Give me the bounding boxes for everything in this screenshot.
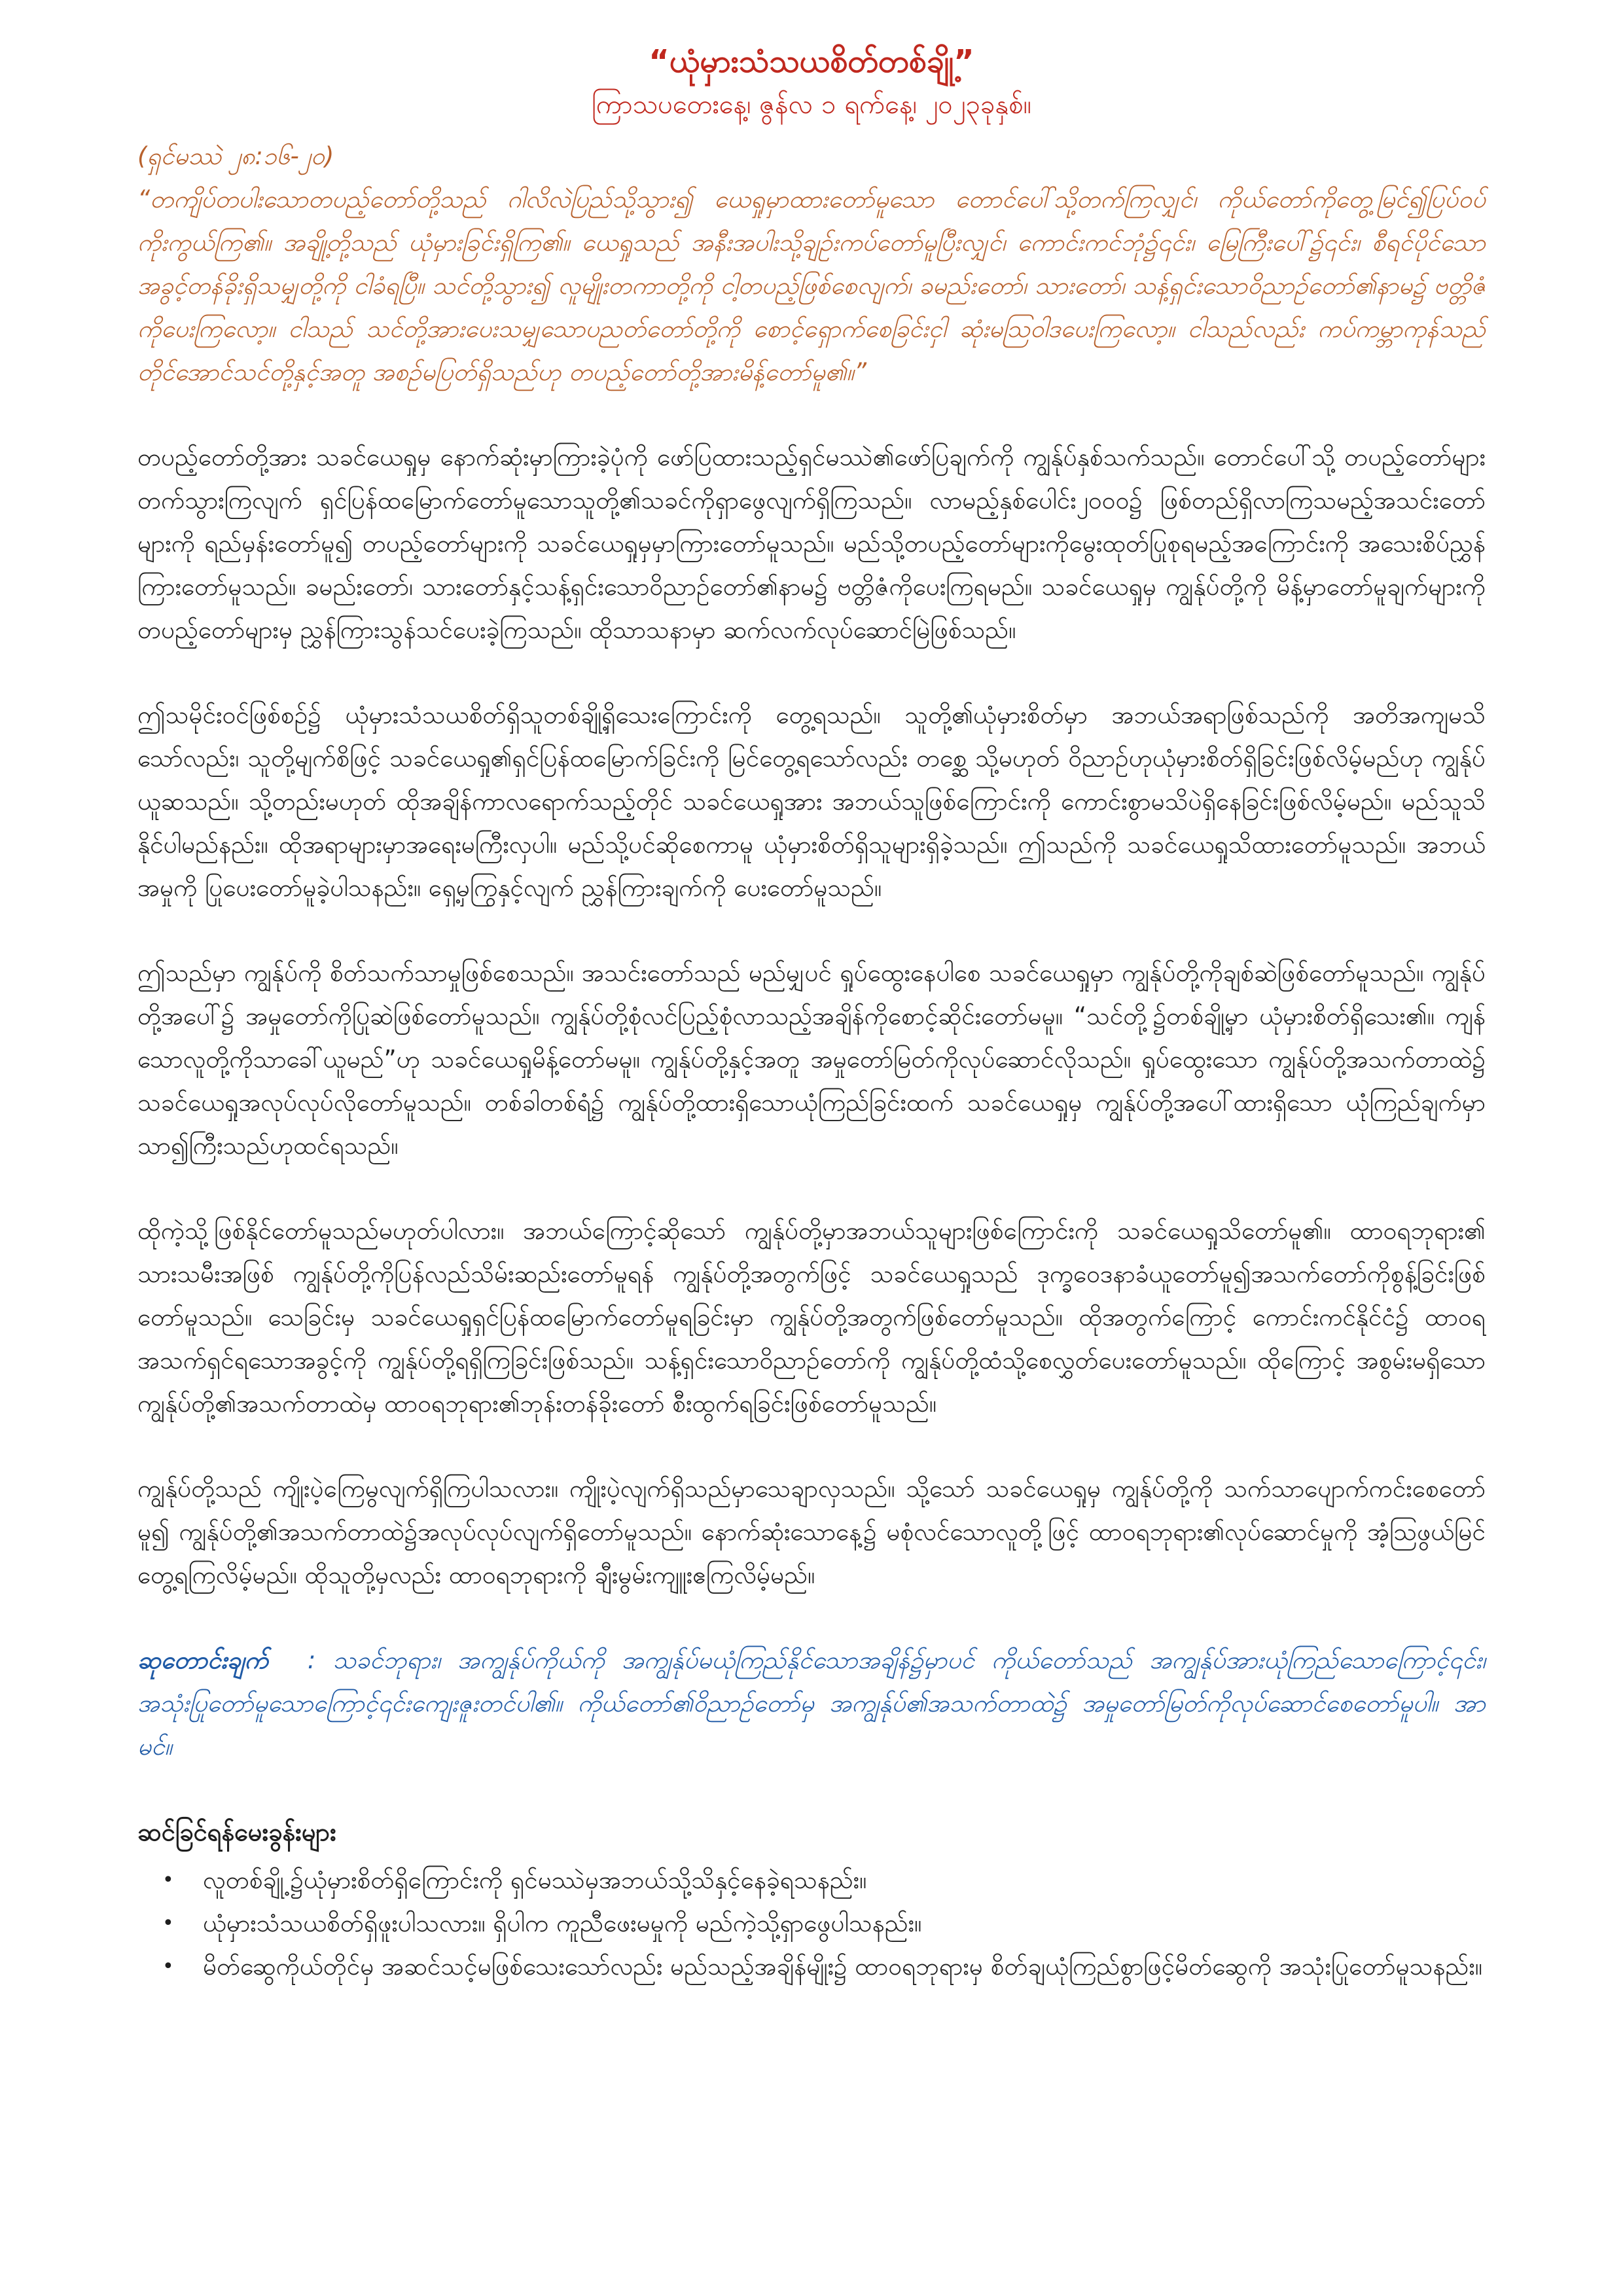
prayer-block	[137, 1639, 1486, 1768]
bullet-icon: •	[162, 1955, 174, 1978]
list-item	[137, 1945, 1486, 1988]
body-paragraph-3: ဤသည်မှာ ကျွန်ုပ်ကို စိတ်သက်သာမှုဖြစ်စေသည်။ အသင်းတော်သည် မည်မျှပင် ရှုပ်ထွေးနေပါစေ သခင်ယေရှုမှာ ကျွန်ုပ်တို့ကိုချစ်ဆဲဖြစ်တော်မူသည်။ ကျွန်ုပ်တို့အပေါ်၌ အမှုတော်ကိုပြုဆဲဖြစ်တော်မူသည်။ ကျွန်ုပ်တို့စုံလင်ပြည့်စုံလာသည့်အချိန်ကိုစောင့်ဆိုင်းတော်မမူ။ “သင်တို့၌တစ်ချို့မှာ ယုံမှားစိတ်ရှိသေး၏။ ကျန်သောလူတို့ကိုသာခေါ်ယူမည်”ဟု သခင်ယေရှုမိန့်တော်မမူ။ ကျွန်ုပ်တို့နှင့်အတူ အမှုတော်မြတ်ကိုလုပ်ဆောင်လိုသည်။ ရှုပ်ထွေးသော ကျွန်ုပ်တို့အသက်တာထဲ၌ သခင်ယေရှုအလုပ်လုပ်လိုတော်မူသည်။ တစ်ခါတစ်ရံ၌ ကျွန်ုပ်တို့ထားရှိသောယုံကြည်ခြင်းထက် သခင်ယေရှုမှ ကျွန်ုပ်တို့အပေါ်ထားရှိသော ယုံကြည်ချက်မှာသာ၍ကြီးသည်ဟုထင်ရသည်။	[137, 959, 1486, 1160]
page-title: “ယုံမှားသံသယစိတ်တစ်ချို့”	[649, 43, 974, 80]
date-line: ကြာသပတေးနေ့၊ ဇွန်လ ၁ ရက်နေ့၊ ၂၀၂၃ခုနှစ်။	[592, 90, 1031, 120]
questions-list	[137, 1859, 1486, 1988]
body-paragraph-5: ကျွန်ုပ်တို့သည် ကျိုးပဲ့ကြေမွလျက်ရှိကြပါသလား။ ကျိုးပဲ့လျက်ရှိသည်မှာသေချာလှသည်။ သို့သော် သခင်ယေရှုမှ ကျွန်ုပ်တို့ကို သက်သာပျောက်ကင်းစေတော်မူ၍ ကျွန်ုပ်တို့၏အသက်တာထဲ၌အလုပ်လုပ်လျက်ရှိတော်မူသည်။ နောက်ဆုံးသောနေ့၌ မစုံလင်သောလူတို့ဖြင့် ထာဝရဘုရား၏လုပ်ဆောင်မှုကို အံ့သြဖွယ်မြင်တွေ့ရကြလိမ့်မည်။ ထိုသူတို့မှလည်း ထာဝရဘုရားကို ချီးမွမ်းကျူးဧကြလိမ့်မည်။	[137, 1475, 1486, 1589]
list-item	[137, 1902, 1486, 1945]
prayer-text: : သခင်ဘုရား၊ အကျွန်ုပ်ကိုယ်ကို အကျွန်ုပ်မယုံကြည်နိုင်သောအချိန်၌မှာပင် ကိုယ်တော်သည် အကျွန်ုပ်အားယုံကြည်သောကြောင့်၎င်း၊ အသုံးပြုတော်မူသောကြောင့်၎င်းကျေးဇူးတင်ပါ၏။ ကိုယ်တော်၏ဝိညာဉ်တော်မှ အကျွန်ုပ်၏အသက်တာထဲ၌ အမှုတော်မြတ်ကိုလုပ်ဆောင်စေတော်မူပါ။ အာမင်။	[137, 1646, 1486, 1761]
body-paragraph-4: ထိုကဲ့သို့ဖြစ်နိုင်တော်မူသည်မဟုတ်ပါလား။ အဘယ်ကြောင့်ဆိုသော် ကျွန်ုပ်တို့မှာအဘယ်သူများဖြစ်ကြောင်းကို သခင်ယေရှုသိတော်မူ၏။ ထာဝရဘုရား၏ သားသမီးအဖြစ် ကျွန်ုပ်တို့ကိုပြန်လည်သိမ်းဆည်းတော်မူရန် ကျွန်ုပ်တို့အတွက်ဖြင့် သခင်ယေရှုသည် ဒုက္ခဝေဒနာခံယူတော်မူ၍အသက်တော်ကိုစွန့်ခြင်းဖြစ်တော်မူသည်။ သေခြင်းမှ သခင်ယေရှုရှင်ပြန်ထမြောက်တော်မူရခြင်းမှာ ကျွန်ုပ်တို့အတွက်ဖြစ်တော်မူသည်။ ထိုအတွက်ကြောင့် ကောင်းကင်နိုင်ငံ၌ ထာဝရအသက်ရှင်ရသောအခွင့်ကို ကျွန်ုပ်တို့ရရှိကြခြင်းဖြစ်သည်။ သန့်ရှင်းသောဝိညာဉ်တော်ကို ကျွန်ုပ်တို့ထံသို့စေလွှတ်ပေးတော်မူသည်။ ထိုကြောင့် အစွမ်းမရှိသော ကျွန်ုပ်တို့၏အသက်တာထဲမှ ထာဝရဘုရား၏ဘုန်းတန်ခိုးတော် စီးထွက်ရခြင်းဖြစ်တော်မူသည်။	[137, 1217, 1486, 1418]
list-item	[137, 1859, 1486, 1902]
reflection-questions	[137, 1810, 1486, 1988]
question-text-2: ယုံမှားသံသယစိတ်ရှိဖူးပါသလား။ ရှိပါက ကူညီဖေးမမှုကို မည်ကဲ့သို့ရှာဖွေပါသနည်း။	[203, 1909, 922, 1937]
bullet-icon: •	[162, 1869, 174, 1892]
questions-title: ဆင်ခြင်ရန်မေးခွန်းများ	[137, 1818, 336, 1846]
question-text-1: လူတစ်ချို့၌ယုံမှားစိတ်ရှိကြောင်းကို ရှင်မဿဲမှအဘယ်သို့သိနှင့်နေခဲ့ရသနည်း။	[203, 1866, 867, 1894]
scripture-text: “တကျိပ်တပါးသောတပည့်တော်တို့သည် ဂါလိလဲပြည်သို့သွား၍ ယေရှုမှာထားတော်မူသော တောင်ပေါ်သို့တက်ကြလျှင်၊ ကိုယ်တော်ကိုတွေ့မြင်၍ပြပ်ဝပ်ကိုးကွယ်ကြ၏။ အချို့တို့သည် ယုံမှားခြင်းရှိကြ၏။ ယေရှုသည် အနီးအပါးသို့ချဉ်းကပ်တော်မူပြီးလျှင်၊ ကောင်းကင်ဘုံ၌၎င်း၊ မြေကြီးပေါ်၌၎င်း၊ စီရင်ပိုင်သောအခွင့်တန်ခိုးရှိသမျှတို့ကို ငါခံရပြီ။ သင်တို့သွား၍ လူမျိုးတကာတို့ကို ငါ့တပည့်ဖြစ်စေလျက်၊ ခမည်းတော်၊ သားတော်၊ သန့်ရှင်းသောဝိညာဉ်တော်၏နာမ၌ ဗတ္တိဇံကိုပေးကြလော့။ ငါသည် သင်တို့အားပေးသမျှသောပညတ်တော်တို့ကို စောင့်ရှောက်စေခြင်းငှါ ဆုံးမသြဝါဒပေးကြလော့။ ငါသည်လည်း ကပ်ကမ္ဘာကုန်သည်တိုင်အောင်သင်တို့နှင့်အတူ အစဉ်မပြတ်ရှိသည်ဟု တပည့်တော်တို့အားမိန့်တော်မူ၏။”	[137, 185, 1486, 386]
scripture-reference: (ရှင်မဿဲ ၂၈:၁၆-၂၀)	[137, 142, 334, 170]
body-paragraph-2: ဤသမိုင်းဝင်ဖြစ်စဉ်၌ ယုံမှားသံသယစိတ်ရှိသူတစ်ချို့ရှိသေးကြောင်းကို တွေ့ရသည်။ သူတို့၏ယုံမှားစိတ်မှာ အဘယ်အရာဖြစ်သည်ကို အတိအကျမသိသော်လည်း၊ သူတို့မျက်စိဖြင့် သခင်ယေရှု၏ရှင်ပြန်ထမြောက်ခြင်းကို မြင်တွေ့ရသော်လည်း တစ္ဆေ သို့မဟုတ် ဝိညာဉ်ဟုယုံမှားစိတ်ရှိခြင်းဖြစ်လိမ့်မည်ဟု ကျွန်ုပ်ယူဆသည်။ သို့တည်းမဟုတ် ထိုအချိန်ကာလရောက်သည့်တိုင် သခင်ယေရှုအား အဘယ်သူဖြစ်ကြောင်းကို ကောင်းစွာမသိပဲရှိနေခြင်းဖြစ်လိမ့်မည်။ မည်သူသိနိုင်ပါမည်နည်း။ ထိုအရာများမှာအရေးမကြီးလှပါ။ မည်သို့ပင်ဆိုစေကာမူ ယုံမှားစိတ်ရှိသူများရှိခဲ့သည်။ ဤသည်ကို သခင်ယေရှုသိထားတော်မူသည်။ အဘယ်အမှုကို ပြုပေးတော်မူခဲ့ပါသနည်း။ ရှေ့မှကြွနှင့်လျက် ညွှန်ကြားချက်ကို ပေးတော်မူသည်။	[137, 701, 1486, 902]
prayer-label: ဆုတောင်းချက်	[137, 1646, 268, 1674]
scripture-block	[137, 135, 1486, 394]
question-text-3: မိတ်ဆွေကိုယ်တိုင်မှ အဆင်သင့်မဖြစ်သေးသော်လည်း မည်သည့်အချိန်မျိုး၌ ထာဝရဘုရားမှ စိတ်ချယုံကြည်စွာဖြင့်မိတ်ဆွေကို အသုံးပြုတော်မူသနည်း။	[203, 1952, 1482, 1981]
bullet-icon: •	[162, 1912, 174, 1935]
body-paragraph-1: တပည့်တော်တို့အား သခင်ယေရှုမှ နောက်ဆုံးမှာကြားခဲ့ပုံကို ဖော်ပြထားသည့်ရှင်မဿဲ၏ဖော်ပြချက်ကို ကျွန်ုပ်နှစ်သက်သည်။ တောင်ပေါ်သို့ တပည့်တော်များ တက်သွားကြလျက် ရှင်ပြန်ထမြောက်တော်မူသောသူတို့၏သခင်ကိုရှာဖွေလျက်ရှိကြသည်။ လာမည့်နှစ်ပေါင်း၂၀၀၀၌ ဖြစ်တည်ရှိလာကြသမည့်အသင်းတော်များကို ရည်မှန်းတော်မူ၍ တပည့်တော်များကို သခင်ယေရှုမှမှာကြားတော်မူသည်။ မည်သို့တပည့်တော်များကိုမွေးထုတ်ပြုစုရမည့်အကြောင်းကို အသေးစိပ်ညွှန်ကြားတော်မူသည်။ ခမည်းတော်၊ သားတော်နှင့်သန့်ရှင်းသောဝိညာဉ်တော်၏နာမ၌ ဗတ္တိဇံကိုပေးကြရမည်။ သခင်ယေရှုမှ ကျွန်ုပ်တို့ကို မိန့်မှာတော်မူချက်များကို တပည့်တော်များမှ ညွှန်ကြားသွန်သင်ပေးခဲ့ကြသည်။ ထိုသာသနာမှာ ဆက်လက်လုပ်ဆောင်မြဲဖြစ်သည်။	[137, 443, 1486, 644]
